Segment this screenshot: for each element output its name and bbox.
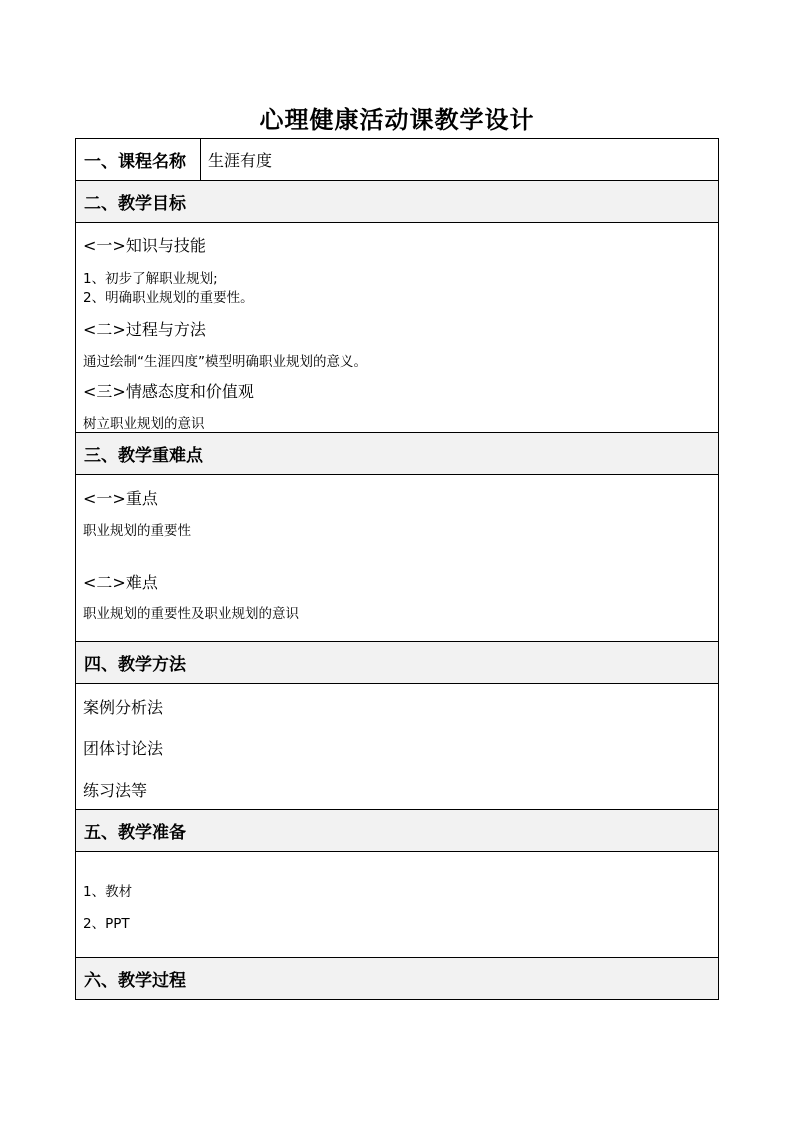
method-item: 练习法等: [83, 781, 148, 800]
objective-text: 1、初步了解职业规划;: [83, 271, 218, 287]
preparation-item: 1、教材: [83, 884, 133, 900]
preparation-item: 2、PPT: [83, 916, 130, 932]
course-name-value: 生涯有度: [208, 151, 273, 170]
key-point-subheading: <一>重点: [83, 489, 158, 508]
difficulty-subheading: <二>难点: [83, 573, 158, 592]
objective-text: 通过绘制“生涯四度”模型明确职业规划的意义。: [83, 354, 367, 370]
objectives-body: [76, 223, 718, 433]
methods-body: [76, 684, 718, 810]
section-heading-objectives: 二、教学目标: [76, 181, 718, 223]
section-heading-key-points: 三、教学重难点: [76, 433, 718, 475]
section-heading-preparation: 五、教学准备: [76, 810, 718, 852]
preparation-body: [76, 852, 718, 958]
difficulty-text: 职业规划的重要性及职业规划的意识: [83, 606, 299, 622]
objective-subheading-knowledge: <一>知识与技能: [83, 236, 206, 255]
section-heading-process: 六、教学过程: [76, 958, 718, 999]
method-item: 团体讨论法: [83, 739, 164, 758]
key-point-text: 职业规划的重要性: [83, 523, 191, 539]
document-title: 心理健康活动课教学设计: [259, 106, 535, 134]
lesson-plan-table: [75, 138, 719, 1000]
key-points-body: [76, 475, 718, 642]
objective-subheading-attitude: <三>情感态度和价值观: [83, 382, 254, 401]
course-name-row: [76, 139, 718, 181]
objective-text: 树立职业规划的意识: [83, 416, 205, 432]
objective-text: 2、明确职业规划的重要性。: [83, 290, 254, 306]
objective-subheading-process: <二>过程与方法: [83, 320, 206, 339]
method-item: 案例分析法: [83, 698, 164, 717]
section-heading-methods: 四、教学方法: [76, 642, 718, 684]
course-name-label: 一、课程名称: [76, 139, 201, 180]
